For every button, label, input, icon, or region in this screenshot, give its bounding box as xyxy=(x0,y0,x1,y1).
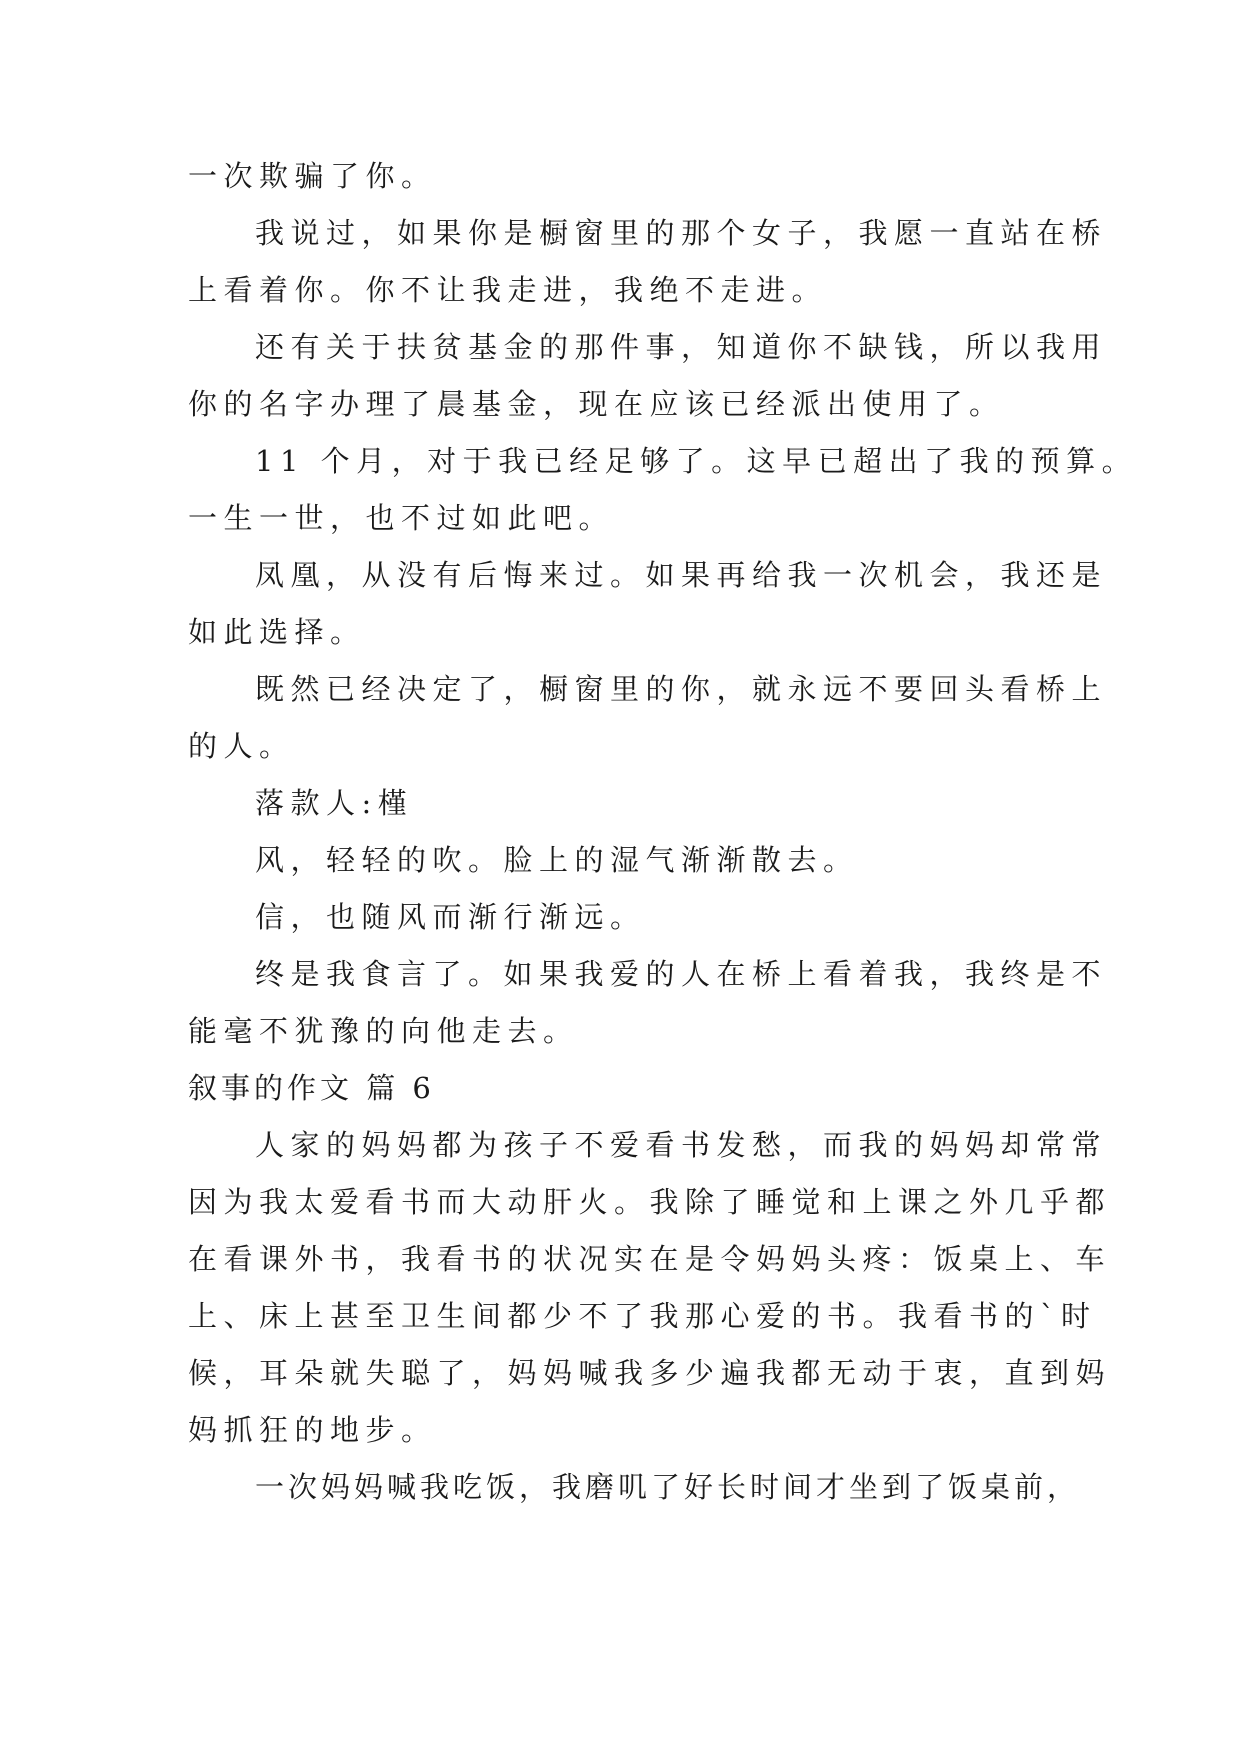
paragraph-start-line: 信，也随风而渐行渐远。 xyxy=(255,900,646,934)
paragraph-start-line: 凤凰，从没有后悔来过。如果再给我一次机会，我还是 xyxy=(255,558,1108,592)
section-heading: 叙事的作文 篇 6 xyxy=(188,1071,435,1105)
paragraph-start-line: 一次妈妈喊我吃饭，我磨叽了好长时间才坐到了饭桌前， xyxy=(255,1470,1081,1504)
text-line: 一次欺骗了你。 xyxy=(188,159,437,193)
paragraph-start-line: 风，轻轻的吹。脸上的湿气渐渐散去。 xyxy=(255,843,859,877)
text-line: 如此选择。 xyxy=(188,615,366,649)
paragraph-start-line: 还有关于扶贫基金的那件事，知道你不缺钱，所以我用 xyxy=(255,330,1108,364)
text-line: 因为我太爱看书而大动肝火。我除了睡觉和上课之外几乎都 xyxy=(188,1185,1112,1219)
text-line: 你的名字办理了晨基金，现在应该已经派出使用了。 xyxy=(188,387,1005,421)
text-line: 能毫不犹豫的向他走去。 xyxy=(188,1014,579,1048)
paragraph-start-line: 终是我食言了。如果我爱的人在桥上看着我，我终是不 xyxy=(255,957,1108,991)
text-line: 的人。 xyxy=(188,729,295,763)
paragraph-start-line: 人家的妈妈都为孩子不爱看书发愁，而我的妈妈却常常 xyxy=(255,1128,1108,1162)
text-line: 一生一世，也不过如此吧。 xyxy=(188,501,615,535)
text-line: 上、床上甚至卫生间都少不了我那心爱的书。我看书的`时 xyxy=(188,1299,1097,1333)
signature-line: 落款人:槿 xyxy=(255,786,414,820)
text-line: 上看着你。你不让我走进，我绝不走进。 xyxy=(188,273,828,307)
paragraph-start-line: 11 个月，对于我已经足够了。这早已超出了我的预算。 xyxy=(255,444,1138,478)
text-line: 妈抓狂的地步。 xyxy=(188,1413,437,1447)
paragraph-start-line: 我说过，如果你是橱窗里的那个女子，我愿一直站在桥 xyxy=(255,216,1108,250)
paragraph-start-line: 既然已经决定了，橱窗里的你，就永远不要回头看桥上 xyxy=(255,672,1108,706)
text-line: 在看课外书，我看书的状况实在是令妈妈头疼：饭桌上、车 xyxy=(188,1242,1112,1276)
text-line: 候，耳朵就失聪了，妈妈喊我多少遍我都无动于衷，直到妈 xyxy=(188,1356,1112,1390)
